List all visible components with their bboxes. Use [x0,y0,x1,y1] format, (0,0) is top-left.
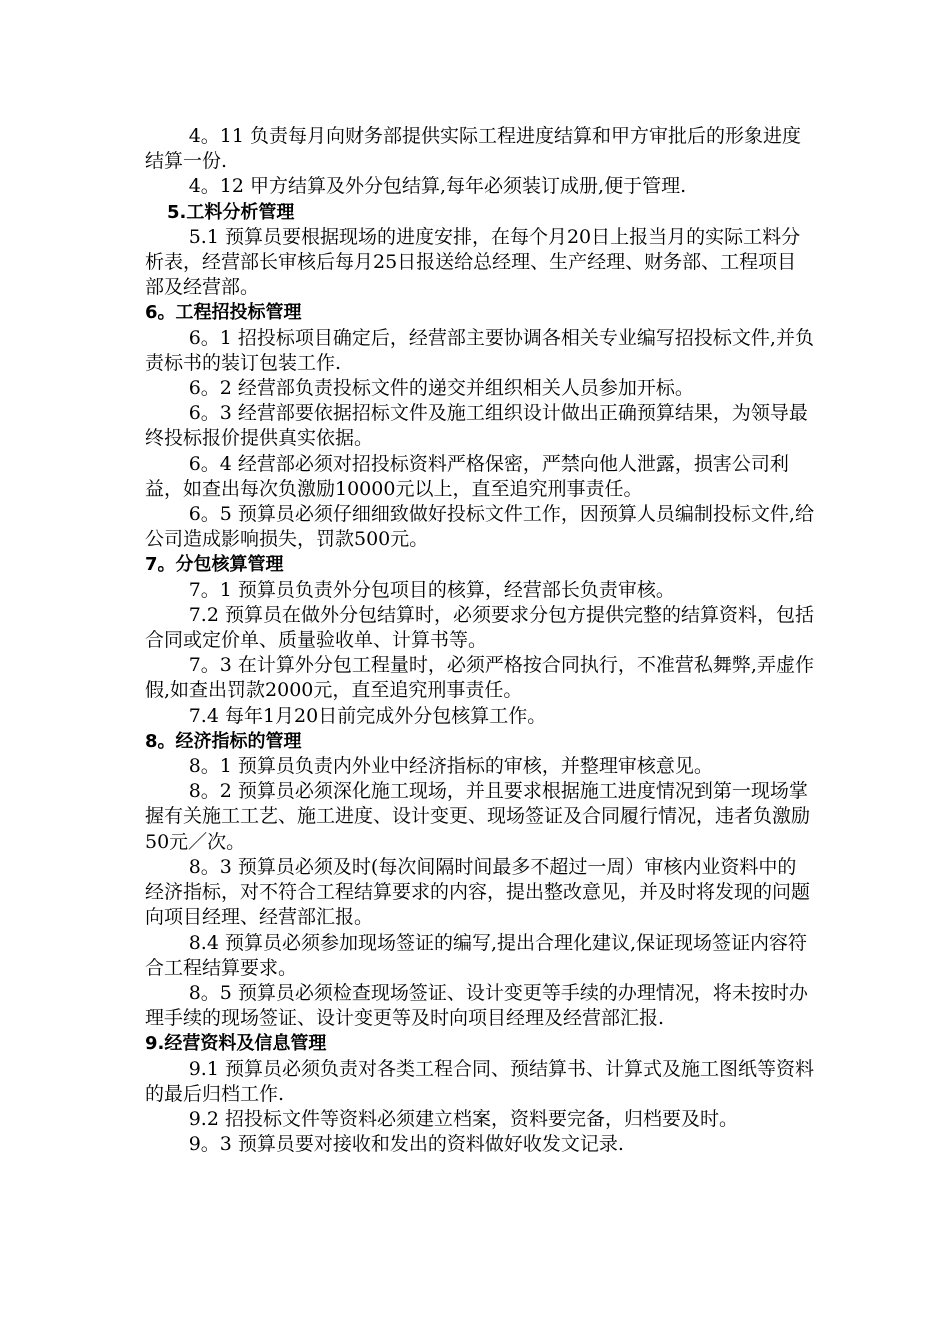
section-heading-8: 8。经济指标的管理 [145,730,302,752]
section-heading-7: 7。分包核算管理 [145,554,284,576]
paragraph-5-1: 5.1 预算员要根据现场的进度安排，在每个月20日上报当月的实际工料分析表，经营部长审核后每月25日报送给总经理、生产经理、财务部、工程项目部及经营部。 [145,225,801,299]
section-heading-9: 9.经营资料及信息管理 [145,1033,327,1055]
paragraph-4-11: 4。11 负责每月向财务部提供实际工程进度结算和甲方审批后的形象进度结算一份. [145,125,801,173]
paragraph-4-12: 4。12 甲方结算及外分包结算,每年必须装订成册,便于管理. [188,175,687,198]
paragraph-8-4: 8.4 预算员必须参加现场签证的编写,提出合理化建议,保证现场签证内容符合工程结算要求。 [145,931,808,979]
paragraph-8-1: 8。1 预算员负责内外业中经济指标的审核，并整理审核意见。 [188,755,713,778]
paragraph-7-4: 7.4 每年1月20日前完成外分包核算工作。 [188,704,547,727]
paragraph-6-2: 6。2 经营部负责投标文件的递交并组织相关人员参加开标。 [188,377,694,400]
paragraph-8-3: 8。3 预算员必须及时(每次间隔时间最多不超过一周）审核内业资料中的经济指标，对不符合工程结算要求的内容，提出整改意见，并及时将发现的问题向项目经理、经营部汇报。 [145,855,811,929]
paragraph-8-5: 8。5 预算员必须检查现场签证、设计变更等手续的办理情况，将未按时办理手续的现场签证、设计变更等及时向项目经理及经营部汇报. [145,981,808,1030]
paragraph-6-1: 6。1 招投标项目确定后，经营部主要协调各相关专业编写招投标文件,并负责标书的装订包装工作. [145,326,814,374]
paragraph-9-1: 9.1 预算员必须负责对各类工程合同、预结算书、计算式及施工图纸等资料的最后归档工作. [145,1057,814,1105]
paragraph-9-3: 9。3 预算员要对接收和发出的资料做好收发文记录. [188,1133,624,1156]
paragraph-7-3: 7。3 在计算外分包工程量时，必须严格按合同执行，不准营私舞弊,弄虚作假,如查出罚款2000元，直至追究刑事责任。 [145,654,814,702]
paragraph-6-3: 6。3 经营部要依据招标文件及施工组织设计做出正确预算结果，为领导最终投标报价提供真实依据。 [145,402,808,450]
paragraph-8-2: 8。2 预算员必须深化施工现场，并且要求根据施工进度情况到第一现场掌握有关施工工艺、施工进度、设计变更、现场签证及合同履行情况，违者负激励50元／次。 [145,780,811,853]
paragraph-7-2: 7.2 预算员在做外分包结算时，必须要求分包方提供完整的结算资料，包括合同或定价单、质量验收单、计算书等。 [145,603,814,652]
document-page [145,124,815,1157]
paragraph-6-4: 6。4 经营部必须对招投标资料严格保密，严禁向他人泄露，损害公司利益，如查出每次负激励10000元以上，直至追究刑事责任。 [145,452,789,500]
section-heading-6: 6。工程招投标管理 [145,302,302,324]
paragraph-7-1: 7。1 预算员负责外分包项目的核算，经营部长负责审核。 [188,578,675,601]
paragraph-6-5: 6。5 预算员必须仔细细致做好投标文件工作，因预算人员编制投标文件,给公司造成影响损失，罚款500元。 [145,503,814,551]
paragraph-9-2: 9.2 招投标文件等资料必须建立档案，资料要完备，归档要及时。 [188,1107,738,1130]
section-heading-5: 5.工料分析管理 [167,201,295,223]
